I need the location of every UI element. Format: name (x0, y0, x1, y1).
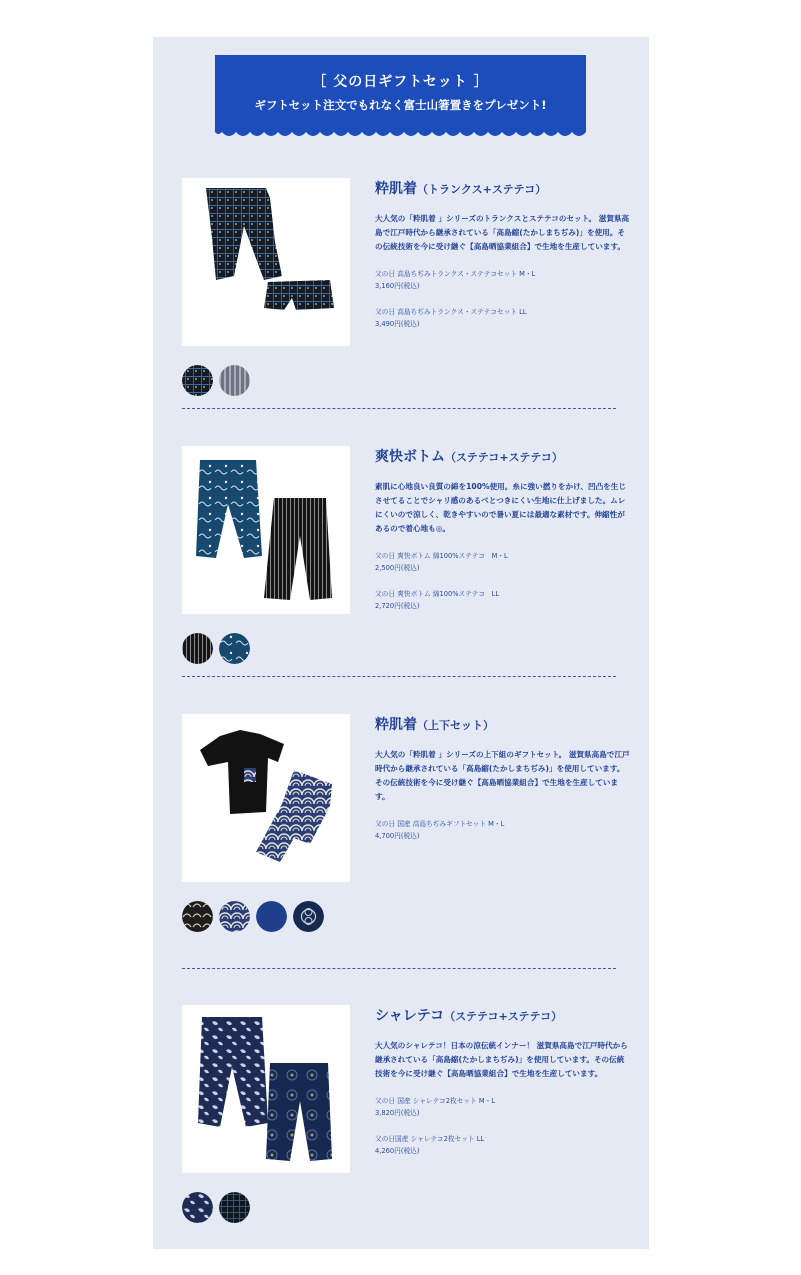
swatch-navy-solid[interactable] (256, 901, 287, 932)
divider (182, 968, 616, 969)
header-subtitle: ギフトセット注文でもれなく富士山箸置きをプレゼント! (254, 98, 547, 112)
option-price: 4,260円(税込) (375, 1147, 420, 1155)
product-4-photo[interactable] (182, 1005, 350, 1173)
product-1-info (375, 178, 630, 330)
product-1-option-1[interactable] (375, 268, 630, 292)
product-4-option-2[interactable] (375, 1133, 630, 1157)
product-4-description: 大人気のシャレテコ！日本の涼伝統インナー！ 滋賀県高島で江戸時代から継承されている「高島縮(たかしまちぢみ)」を使用しています。その伝統技術を今に受け継ぐ【高島晒協業組合】で生地を生産しています。 (375, 1041, 628, 1078)
swatch-black-check[interactable] (219, 1192, 250, 1223)
option-price: 2,500円(税込) (375, 564, 420, 572)
option-title: 父の日 爽快ボトム 綿100%ステテコ M・L (375, 552, 508, 560)
content-panel (153, 37, 649, 1249)
product-1-description: 大人気の「粋肌着 」シリーズのトランクスとステテコのセット。 滋賀県高島で江戸時代から継承されている「高島縮(たかしまちぢみ)」を使用。その伝統技術を今に受け継ぐ【高島晒協業組合】で生地を生産しています。 (375, 214, 630, 251)
swatch-blue-wave[interactable] (219, 633, 250, 664)
product-3-info (375, 714, 630, 842)
product-3-description: 大人気の「粋肌着 」シリーズの上下組のギフトセット。 滋賀県高島で江戸時代から継承されている「高島縮(たかしまちぢみ)」を使用しています。その伝統技術を今に受け継ぐ【高島晒協業組合】で生地を生産しています。 (375, 750, 630, 801)
swatch-black-plaid[interactable] (182, 365, 213, 396)
option-title: 父の日 国産 シャレテコ2枚セット M・L (375, 1097, 496, 1105)
product-3-name: 粋肌着（上下セット） (375, 717, 494, 733)
product-2-description: 素肌に心地良い良質の綿を100%使用。糸に強い撚りをかけ、凹凸を生じさせてることでシャリ感のあるべとつきにくい生地に仕上げました。ムレにくいので涼しく、乾きやすいので暑い夏には最適な素材です。伸縮性があるので着心地も◎。 (375, 482, 626, 533)
header-banner (215, 55, 586, 131)
product-3-photo[interactable] (182, 714, 350, 882)
swatch-wave-pattern[interactable] (219, 901, 250, 932)
product-1-photo[interactable] (182, 178, 350, 346)
product-2-swatches (182, 633, 250, 664)
product-2-info (375, 446, 630, 612)
product-1-swatches (182, 365, 250, 396)
option-price: 4,700円(税込) (375, 832, 420, 840)
swatch-navy-crest[interactable] (293, 901, 324, 932)
product-1-name: 粋肌着（トランクス+ステテコ） (375, 181, 547, 197)
option-title: 父の日 高島ちぢみトランクス・ステテコセット LL (375, 308, 527, 316)
option-title: 父の日 高島ちぢみトランクス・ステテコセット M・L (375, 270, 536, 278)
swatch-black-stripe[interactable] (182, 633, 213, 664)
option-price: 3,490円(税込) (375, 320, 420, 328)
divider (182, 676, 616, 677)
product-2-name: 爽快ボトム（ステテコ+ステテコ） (375, 449, 563, 465)
divider (182, 408, 616, 409)
wave-edge (215, 130, 586, 140)
product-4-info (375, 1005, 630, 1157)
product-2-photo[interactable] (182, 446, 350, 614)
option-title: 父の日 爽快ボトム 綿100%ステテコ LL (375, 590, 500, 598)
option-price: 2,720円(税込) (375, 602, 420, 610)
option-title: 父の日 国産 高島ちぢみギフトセット M・L (375, 820, 505, 828)
product-4-swatches (182, 1192, 250, 1223)
product-2-option-1[interactable] (375, 550, 630, 574)
option-title: 父の日国産 シャレテコ2枚セット LL (375, 1135, 485, 1143)
product-3-option-1[interactable] (375, 818, 630, 842)
swatch-dragon-pattern[interactable] (182, 901, 213, 932)
product-4-option-1[interactable] (375, 1095, 630, 1119)
swatch-gray-stripe[interactable] (219, 365, 250, 396)
product-1-option-2[interactable] (375, 306, 630, 330)
product-4-name: シャレテコ（ステテコ+ステテコ） (375, 1008, 563, 1024)
product-3-swatches (182, 901, 324, 932)
swatch-navy-camo[interactable] (182, 1192, 213, 1223)
product-2-option-2[interactable] (375, 588, 630, 612)
header-title: ［ 父の日ギフトセット ］ (312, 74, 489, 90)
option-price: 3,160円(税込) (375, 282, 420, 290)
option-price: 3,820円(税込) (375, 1109, 420, 1117)
